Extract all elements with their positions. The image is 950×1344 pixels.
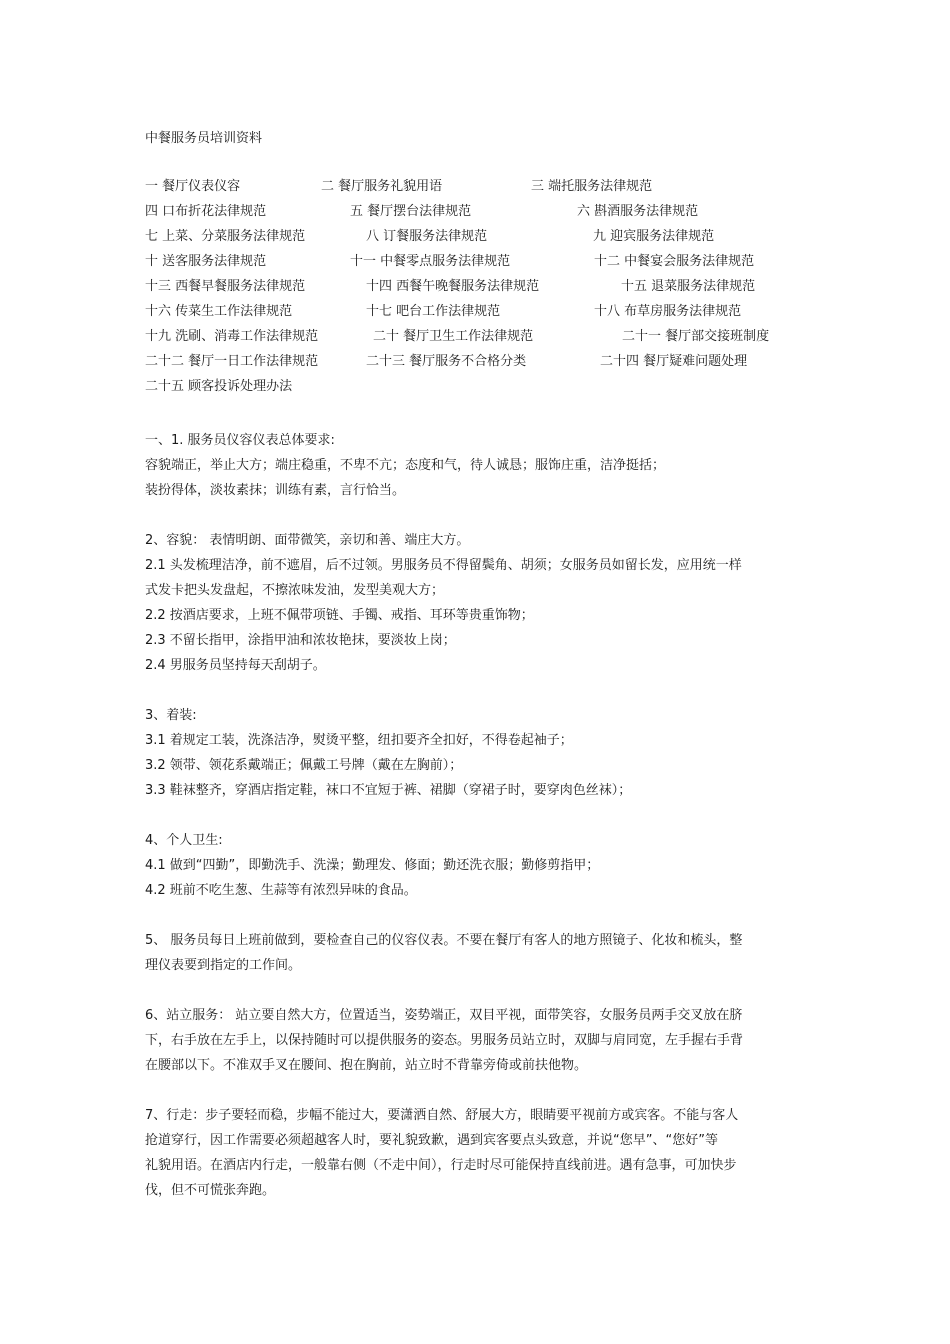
text-line: 7、行走：步子要轻而稳，步幅不能过大，要潇洒自然、舒展大方，眼睛要平视前方或宾客。不能与客人 (145, 1108, 739, 1123)
section-paragraph (145, 828, 807, 903)
text-line: 下，右手放在左手上，以保持随时可以提供服务的姿态。男服务员站立时，双脚与肩同宽，左手握右手背 (145, 1033, 744, 1048)
text-line: 装扮得体，淡妆素抹；训练有素，言行恰当。 (145, 483, 406, 498)
table-of-contents (145, 178, 825, 403)
toc-row (145, 328, 825, 353)
toc-item: 二十三 餐厅服务不合格分类 (366, 354, 527, 369)
toc-item: 十八 布草房服务法律规范 (594, 304, 742, 319)
text-line: 一、1. 服务员仪容仪表总体要求: (145, 433, 335, 448)
text-line: 3、着装: (145, 708, 197, 723)
text-line: 3.1 着规定工装，洗涤洁净，熨烫平整，纽扣要齐全扣好，不得卷起袖子； (145, 733, 573, 748)
toc-item: 十三 西餐早餐服务法律规范 (145, 279, 306, 294)
toc-item: 二十二 餐厅一日工作法律规范 (145, 354, 319, 369)
text-line: 理仪表要到指定的工作间。 (145, 958, 302, 973)
toc-row (145, 178, 825, 203)
toc-item: 二十一 餐厅部交接班制度 (622, 329, 770, 344)
toc-item: 十六 传菜生工作法律规范 (145, 304, 293, 319)
toc-item: 十 送客服务法律规范 (145, 254, 267, 269)
section-paragraph (145, 928, 807, 978)
text-line: 式发卡把头发盘起，不擦浓味发油，发型美观大方； (145, 583, 445, 598)
toc-item: 二十五 顾客投诉处理办法 (145, 379, 293, 394)
toc-item: 七 上菜、分菜服务法律规范 (145, 229, 306, 244)
text-line: 3.2 领带、领花系戴端正；佩戴工号牌（戴在左胸前）； (145, 758, 463, 773)
toc-item: 十九 洗刷、消毒工作法律规范 (145, 329, 319, 344)
toc-row (145, 253, 825, 278)
text-line: 2.1 头发梳理洁净，前不遮眉，后不过领。男服务员不得留鬓角、胡须；女服务员如留长发，应用统一样 (145, 558, 742, 573)
text-line: 抢道穿行，因工作需要必须超越客人时，要礼貌致歉，遇到宾客要点头致意，并说“您早”、“您好”等 (145, 1133, 718, 1148)
toc-item: 三 端托服务法律规范 (531, 179, 653, 194)
text-line: 4.1 做到“四勤”，即勤洗手、洗澡；勤理发、修面；勤还洗衣服；勤修剪指甲； (145, 858, 600, 873)
toc-item: 四 口布折花法律规范 (145, 204, 267, 219)
text-line: 4.2 班前不吃生葱、生蒜等有浓烈异味的食品。 (145, 883, 417, 898)
section-paragraph (145, 1103, 807, 1203)
toc-item: 九 迎宾服务法律规范 (593, 229, 715, 244)
toc-item: 八 订餐服务法律规范 (366, 229, 488, 244)
text-line: 容貌端正，举止大方；端庄稳重，不卑不亢；态度和气，待人诚恳；服饰庄重，洁净挺括； (145, 458, 666, 473)
toc-row (145, 353, 825, 378)
section-paragraph (145, 703, 807, 803)
toc-row (145, 228, 825, 253)
text-line: 礼貌用语。在酒店内行走，一般靠右侧（不走中间），行走时尽可能保持直线前进。遇有急事，可加快步 (145, 1158, 737, 1173)
text-line: 4、个人卫生: (145, 833, 223, 848)
toc-item: 十五 退菜服务法律规范 (621, 279, 756, 294)
toc-item: 二十 餐厅卫生工作法律规范 (373, 329, 534, 344)
text-line: 2、容貌： 表情明朗、面带微笑，亲切和善、端庄大方。 (145, 533, 470, 548)
text-line: 2.4 男服务员坚持每天刮胡子。 (145, 658, 326, 673)
toc-item: 二十四 餐厅疑难问题处理 (600, 354, 748, 369)
toc-row (145, 303, 825, 328)
toc-item: 二 餐厅服务礼貌用语 (321, 179, 443, 194)
toc-item: 十一 中餐零点服务法律规范 (350, 254, 511, 269)
toc-row (145, 278, 825, 303)
section-paragraph (145, 1003, 807, 1078)
toc-item: 十七 吧台工作法律规范 (366, 304, 501, 319)
text-line: 在腰部以下。不准双手叉在腰间、抱在胸前，站立时不背靠旁倚或前扶他物。 (145, 1058, 588, 1073)
section-paragraph (145, 528, 807, 678)
toc-row (145, 378, 825, 403)
toc-item: 十四 西餐午晚餐服务法律规范 (366, 279, 540, 294)
text-line: 6、站立服务： 站立要自然大方，位置适当，姿势端正，双目平视，面带笑容，女服务员两手交叉放在脐 (145, 1008, 743, 1023)
text-line: 2.2 按酒店要求，上班不佩带项链、手镯、戒指、耳环等贵重饰物； (145, 608, 534, 623)
document-body (145, 428, 807, 1228)
text-line: 2.3 不留长指甲，涂指甲油和浓妆艳抹，要淡妆上岗； (145, 633, 456, 648)
text-line: 5、 服务员每日上班前做到，要检查自己的仪容仪表。不要在餐厅有客人的地方照镜子、化妆和梳头，整 (145, 933, 743, 948)
section-paragraph (145, 428, 807, 503)
toc-item: 六 斟酒服务法律规范 (577, 204, 699, 219)
text-line: 3.3 鞋袜整齐，穿酒店指定鞋，袜口不宜短于裤、裙脚（穿裙子时，要穿肉色丝袜）； (145, 783, 632, 798)
toc-item: 十二 中餐宴会服务法律规范 (594, 254, 755, 269)
toc-row (145, 203, 825, 228)
toc-item: 一 餐厅仪表仪容 (145, 179, 241, 194)
document-title: 中餐服务员培训资料 (145, 131, 263, 146)
text-line: 伐，但不可慌张奔跑。 (145, 1183, 276, 1198)
toc-item: 五 餐厅摆台法律规范 (350, 204, 472, 219)
